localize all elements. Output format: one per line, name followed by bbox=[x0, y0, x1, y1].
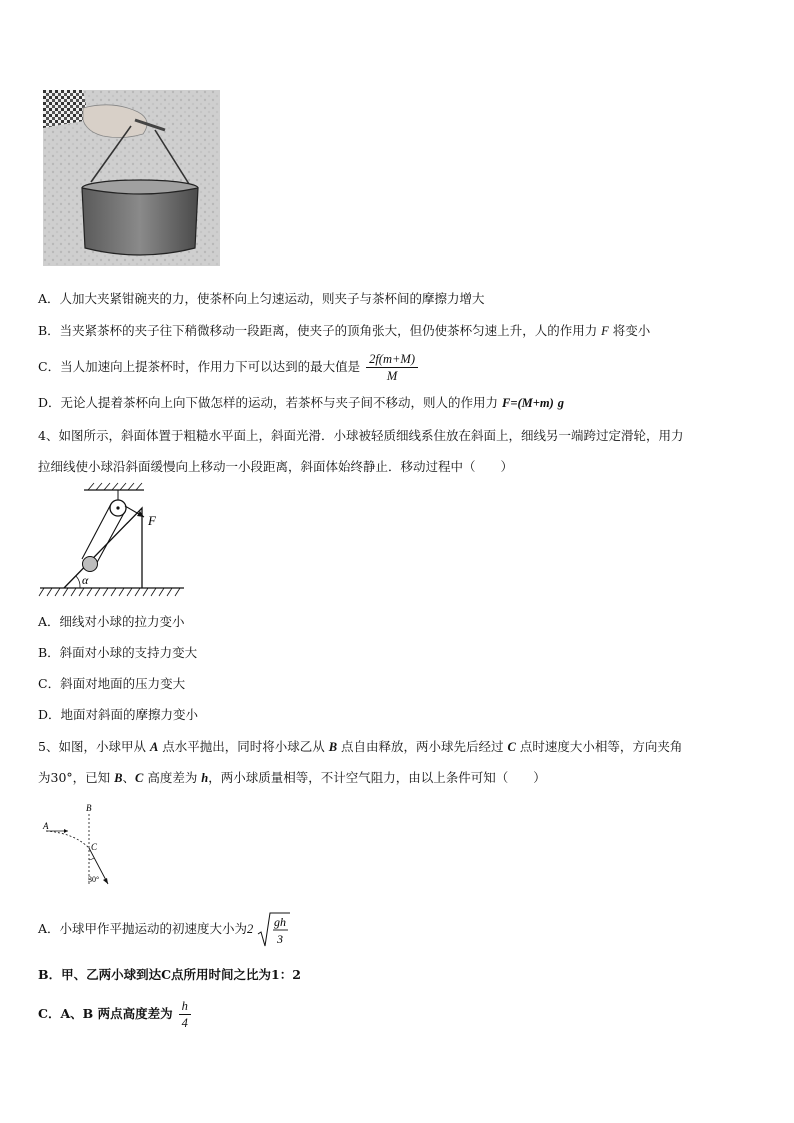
photo-tea-cup-tongs bbox=[43, 90, 220, 266]
q5-stem-point-a: A bbox=[149, 740, 159, 754]
q5-stem-line1 bbox=[38, 738, 682, 756]
q5-stem-point-b: B bbox=[114, 771, 123, 785]
q3-option-b-text-end: 将变小 bbox=[608, 323, 651, 338]
q5-option-a-numerator: gh bbox=[274, 914, 287, 929]
q3-option-a-text: A．人加大夹紧钳碗夹的力，使茶杯向上匀速运动，则夹子与茶杯间的摩擦力增大 bbox=[38, 291, 485, 306]
q4-option-b: B．斜面对小球的支持力变大 bbox=[38, 645, 198, 660]
q4-option-c: C．斜面对地面的压力变大 bbox=[38, 676, 186, 691]
q3-option-a bbox=[38, 290, 485, 308]
q5-option-c-fraction bbox=[179, 998, 191, 1031]
q5-stem-text: 、 bbox=[122, 770, 135, 785]
q5-option-a-text: A．小球甲作平抛运动的初速度大小为 bbox=[38, 921, 248, 936]
q3-option-d-g: g bbox=[557, 396, 564, 410]
q5-option-c-numerator: h bbox=[179, 998, 191, 1015]
q3-option-b-var: F bbox=[601, 324, 609, 338]
q5-label-angle: 30° bbox=[88, 875, 100, 884]
q5-stem-text: 高度差为 bbox=[143, 770, 202, 785]
q5-stem-text: 点时速度大小相等，方向夹角 bbox=[515, 739, 683, 754]
q5-label-c: C bbox=[91, 842, 98, 852]
q3-option-c-denominator: M bbox=[386, 369, 398, 383]
q5-stem-text: 点自由释放，两小球先后经过 bbox=[337, 739, 508, 754]
q4-stem-line1: 4、如图所示，斜面体置于粗糙水平面上，斜面光滑．小球被轻质细线系住放在斜面上，细线另一端跨过定滑轮，用力 bbox=[38, 428, 684, 443]
q3-option-b bbox=[38, 322, 650, 340]
q3-option-d bbox=[38, 394, 564, 412]
radical-sign-icon bbox=[257, 910, 291, 950]
q3-option-c-numerator: 2f(m+M) bbox=[366, 351, 418, 368]
q5-stem-height-h: h bbox=[201, 771, 209, 785]
q5-figure-projectile bbox=[38, 800, 118, 890]
q4-label-angle: α bbox=[82, 573, 89, 587]
q5-stem-point-b: B bbox=[328, 740, 338, 754]
q5-option-c bbox=[38, 996, 193, 1032]
q5-diagram bbox=[38, 800, 118, 890]
photo-illustration bbox=[43, 90, 220, 266]
q4-option-a: A．细线对小球的拉力变小 bbox=[38, 614, 185, 629]
q5-stem-text: 点水平抛出，同时将小球乙从 bbox=[158, 739, 329, 754]
q5-label-a: A bbox=[43, 821, 49, 831]
q3-option-d-formula: F=(M+m) bbox=[502, 396, 554, 410]
q5-stem-text: 为30°，已知 bbox=[38, 770, 115, 785]
q3-option-b-text: B．当夹紧茶杯的夹子往下稍微移动一段距离，使夹子的顶角张大，但仍使茶杯匀速上升，人的作用力 bbox=[38, 323, 602, 338]
q5-option-a-sqrt bbox=[257, 909, 291, 950]
q5-option-c-text: C．A、B 两点高度差为 bbox=[38, 1006, 173, 1021]
q4-label-force: F bbox=[148, 513, 156, 528]
q4-option-d: D．地面对斜面的摩擦力变小 bbox=[38, 707, 199, 722]
q5-option-a-denominator: 3 bbox=[277, 931, 284, 946]
q4-figure-incline-pulley bbox=[36, 480, 186, 604]
q4-diagram bbox=[36, 480, 186, 604]
q3-option-c-text: C．当人加速向上提茶杯时，作用力下可以达到的最大值是 bbox=[38, 359, 361, 374]
q5-option-a-coefficient: 2 bbox=[247, 922, 254, 936]
q5-option-a bbox=[38, 909, 291, 950]
q3-option-c bbox=[38, 349, 420, 385]
q5-stem-point-c: C bbox=[507, 740, 516, 754]
q5-stem-text: 5、如图，小球甲从 bbox=[38, 739, 150, 754]
q5-stem-line2 bbox=[38, 769, 546, 787]
q3-option-d-text: D．无论人提着茶杯向上向下做怎样的运动，若茶杯与夹子间不移动，则人的作用力 bbox=[38, 395, 502, 410]
q3-option-c-fraction bbox=[366, 351, 418, 384]
q5-stem-point-c: C bbox=[135, 771, 144, 785]
q5-option-c-denominator: 4 bbox=[181, 1016, 188, 1030]
q4-stem-line2: 拉细线使小球沿斜面缓慢向上移动一小段距离，斜面体始终静止．移动过程中（ ） bbox=[38, 459, 514, 474]
q5-stem-text: ，两小球质量相等，不计空气阻力，由以上条件可知（ ） bbox=[208, 770, 546, 785]
q5-label-b: B bbox=[86, 803, 92, 813]
q5-option-b: B．甲、乙两小球到达C点所用时间之比为1：2 bbox=[38, 967, 301, 982]
